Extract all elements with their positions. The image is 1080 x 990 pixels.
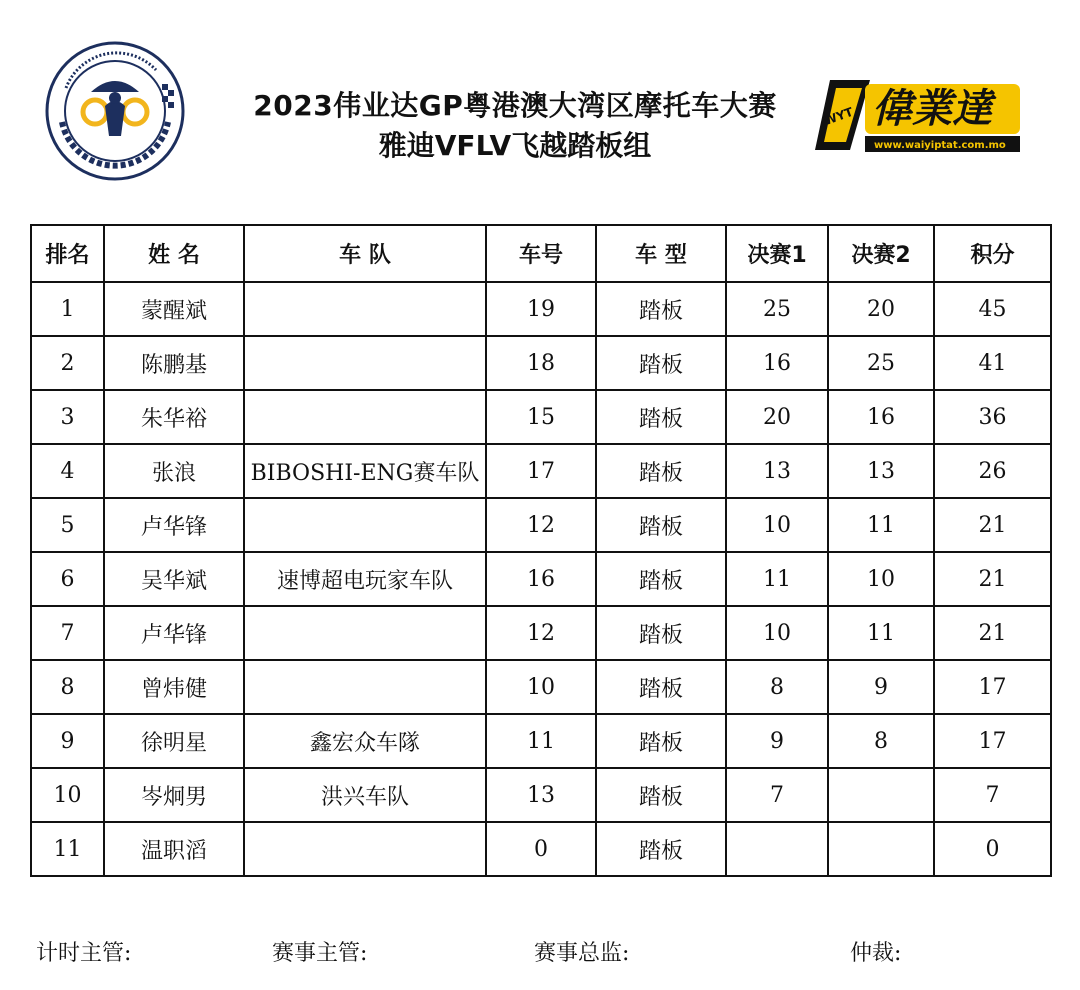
final2-cell: 25: [828, 336, 934, 390]
final1-cell: 7: [726, 768, 828, 822]
column-header: 车号: [486, 225, 596, 282]
svg-text:www.waiyiptat.com.mo: www.waiyiptat.com.mo: [874, 140, 1006, 151]
rank-cell: 2: [31, 336, 104, 390]
svg-text:WYT: WYT: [821, 104, 855, 129]
page-title: [200, 86, 830, 166]
rank-cell: 10: [31, 768, 104, 822]
table-row: [31, 768, 1051, 822]
team-cell: [244, 660, 486, 714]
final1-cell: 25: [726, 282, 828, 336]
car-number-cell: 10: [486, 660, 596, 714]
car-number-cell: 13: [486, 768, 596, 822]
name-cell: 温职滔: [104, 822, 244, 876]
category-title: 雅迪VFLV飞越踏板组: [378, 129, 652, 162]
table-row: [31, 606, 1051, 660]
column-header: 车 队: [244, 225, 486, 282]
team-cell: BIBOSHI-ENG赛车队: [244, 444, 486, 498]
rank-cell: 1: [31, 282, 104, 336]
car-number-cell: 11: [486, 714, 596, 768]
timing-supervisor-label: 计时主管:: [36, 941, 132, 966]
points-cell: 26: [934, 444, 1051, 498]
car-type-cell: 踏板: [596, 606, 726, 660]
final2-cell: [828, 822, 934, 876]
name-cell: 陈鹏基: [104, 336, 244, 390]
final2-cell: 11: [828, 498, 934, 552]
car-type-cell: 踏板: [596, 336, 726, 390]
name-cell: 朱华裕: [104, 390, 244, 444]
points-cell: 21: [934, 498, 1051, 552]
rank-cell: 8: [31, 660, 104, 714]
points-cell: 36: [934, 390, 1051, 444]
column-header: 姓 名: [104, 225, 244, 282]
final1-cell: 13: [726, 444, 828, 498]
sponsor-logo: [810, 70, 1030, 160]
final2-cell: 8: [828, 714, 934, 768]
final1-cell: 9: [726, 714, 828, 768]
points-cell: 7: [934, 768, 1051, 822]
team-cell: 速博超电玩家车队: [244, 552, 486, 606]
table-row: [31, 714, 1051, 768]
final2-cell: 16: [828, 390, 934, 444]
final2-cell: 20: [828, 282, 934, 336]
rank-cell: 5: [31, 498, 104, 552]
car-type-cell: 踏板: [596, 552, 726, 606]
column-header: 决赛1: [726, 225, 828, 282]
table-row: [31, 498, 1051, 552]
event-supervisor-label: 赛事主管:: [272, 941, 368, 966]
race-director-label: 赛事总监:: [534, 941, 630, 966]
final1-cell: 10: [726, 498, 828, 552]
rank-cell: 9: [31, 714, 104, 768]
team-cell: 洪兴车队: [244, 768, 486, 822]
team-cell: [244, 498, 486, 552]
table-row: [31, 552, 1051, 606]
svg-text:偉業達: 偉業達: [872, 86, 992, 132]
federation-logo: [44, 40, 186, 182]
name-cell: 吴华斌: [104, 552, 244, 606]
car-number-cell: 19: [486, 282, 596, 336]
referee-label: 仲裁:: [850, 941, 902, 966]
column-header: 排名: [31, 225, 104, 282]
name-cell: 岑炯男: [104, 768, 244, 822]
car-number-cell: 18: [486, 336, 596, 390]
final1-cell: 20: [726, 390, 828, 444]
final2-cell: 11: [828, 606, 934, 660]
rank-cell: 7: [31, 606, 104, 660]
signature-footer: [0, 930, 1080, 970]
final1-cell: 8: [726, 660, 828, 714]
name-cell: 张浪: [104, 444, 244, 498]
final2-cell: 13: [828, 444, 934, 498]
car-number-cell: 0: [486, 822, 596, 876]
car-type-cell: 踏板: [596, 498, 726, 552]
points-cell: 17: [934, 660, 1051, 714]
column-header: 车 型: [596, 225, 726, 282]
points-cell: 0: [934, 822, 1051, 876]
rank-cell: 11: [31, 822, 104, 876]
name-cell: 蒙醒斌: [104, 282, 244, 336]
final1-cell: 11: [726, 552, 828, 606]
team-cell: [244, 390, 486, 444]
final2-cell: 10: [828, 552, 934, 606]
table-row: [31, 444, 1051, 498]
table-row: [31, 336, 1051, 390]
final2-cell: 9: [828, 660, 934, 714]
column-header: 决赛2: [828, 225, 934, 282]
car-number-cell: 16: [486, 552, 596, 606]
final1-cell: 10: [726, 606, 828, 660]
points-cell: 17: [934, 714, 1051, 768]
team-cell: [244, 606, 486, 660]
event-title: 2023伟业达GP粤港澳大湾区摩托车大赛: [253, 89, 777, 122]
final1-cell: [726, 822, 828, 876]
team-cell: [244, 822, 486, 876]
rank-cell: 6: [31, 552, 104, 606]
rank-cell: 4: [31, 444, 104, 498]
name-cell: 卢华锋: [104, 606, 244, 660]
results-table: [30, 224, 1052, 877]
points-cell: 21: [934, 606, 1051, 660]
team-cell: [244, 282, 486, 336]
car-number-cell: 12: [486, 606, 596, 660]
name-cell: 徐明星: [104, 714, 244, 768]
car-type-cell: 踏板: [596, 390, 726, 444]
table-row: [31, 282, 1051, 336]
car-type-cell: 踏板: [596, 444, 726, 498]
team-cell: [244, 336, 486, 390]
table-row: [31, 390, 1051, 444]
table-row: [31, 822, 1051, 876]
points-cell: 45: [934, 282, 1051, 336]
car-number-cell: 17: [486, 444, 596, 498]
column-header: 积分: [934, 225, 1051, 282]
car-number-cell: 15: [486, 390, 596, 444]
table-row: [31, 660, 1051, 714]
car-type-cell: 踏板: [596, 822, 726, 876]
car-type-cell: 踏板: [596, 714, 726, 768]
car-type-cell: 踏板: [596, 768, 726, 822]
final1-cell: 16: [726, 336, 828, 390]
points-cell: 21: [934, 552, 1051, 606]
final2-cell: [828, 768, 934, 822]
name-cell: 曾炜健: [104, 660, 244, 714]
table-header-row: [31, 225, 1051, 282]
car-number-cell: 12: [486, 498, 596, 552]
team-cell: 鑫宏众车隊: [244, 714, 486, 768]
name-cell: 卢华锋: [104, 498, 244, 552]
rank-cell: 3: [31, 390, 104, 444]
car-type-cell: 踏板: [596, 282, 726, 336]
car-type-cell: 踏板: [596, 660, 726, 714]
points-cell: 41: [934, 336, 1051, 390]
